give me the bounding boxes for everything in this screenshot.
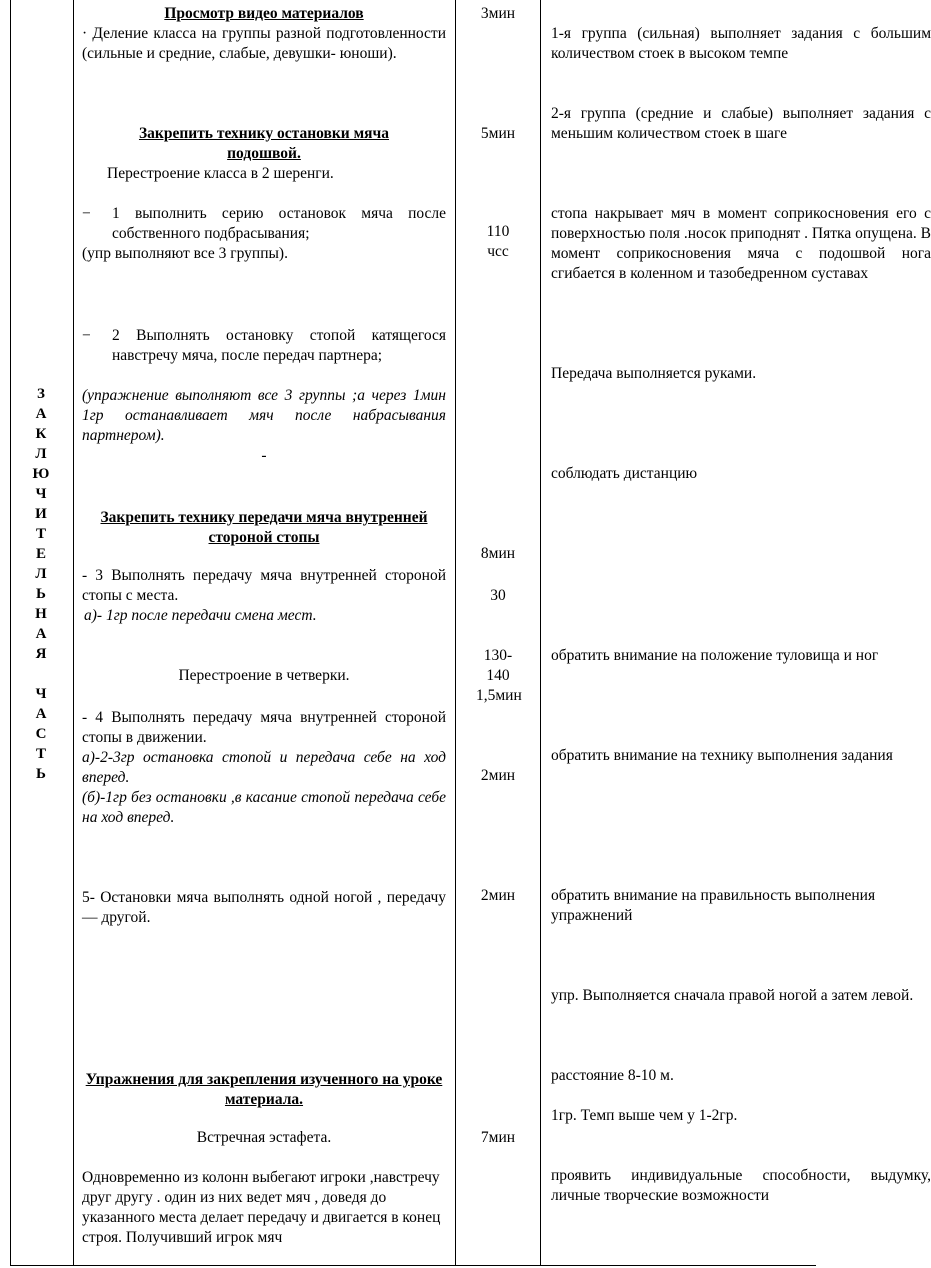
vertical-letter: А	[35, 706, 47, 722]
vertical-letter: Ч	[35, 486, 47, 502]
notes-column	[551, 0, 931, 1268]
paragraph-exercise-4: - 4 Выполнять передачу мяча внутренней стороной стопы в движении.	[82, 709, 446, 746]
list-marker: −	[82, 205, 91, 222]
vertical-letter: З	[37, 386, 45, 402]
vertical-letter	[10, 664, 72, 684]
dosage-2: 5мин	[480, 125, 516, 142]
note-hand-pass: Передача выполняется руками.	[551, 365, 757, 382]
paragraph-exercise-5: 5- Остановки мяча выполнять одной ногой , передачу — другой.	[82, 889, 446, 926]
column-divider-2	[455, 0, 456, 1266]
paragraph-formation-4: Перестроение в четверки.	[178, 667, 350, 684]
vertical-letter: Ь	[36, 766, 46, 782]
vertical-letter: Ю	[32, 466, 50, 482]
paragraph-exercise-3a: а)- 1гр после передачи смена мест.	[84, 607, 317, 624]
note-technique: обратить внимание на технику выполнения задания	[551, 747, 893, 764]
note-weak-group: 2-я группа (средние и слабые) выполняет задания с меньшим количеством стоек в шаге	[551, 105, 931, 142]
vertical-letter: Е	[35, 546, 46, 562]
paragraph-formation-2: Перестроение класса в 2 шеренги.	[107, 165, 334, 182]
note-creativity: проявить индивидуальные способности, выдумку, личные творческие возможности	[551, 1167, 931, 1204]
vertical-letter: Н	[35, 606, 47, 622]
note-correctness: обратить внимание на правильность выполнения упражнений	[551, 887, 876, 924]
paragraph-relay-description: Одновременно из колонн выбегают игроки ,навстречу друг другу . один из них ведет мяч , доведя до указанного места делает передачу и двигается в конец строя. Получивший игрок мяч	[82, 1169, 441, 1246]
dosage-9: 7мин	[480, 1129, 516, 1146]
vertical-letter: Ь	[36, 586, 46, 602]
list-item-text: 2 Выполнять остановку стопой катящегося навстречу мяча, после передач партнера;	[112, 327, 446, 364]
note-strong-group: 1-я группа (сильная) выполняет задания с большим количеством стоек в высоком темпе	[551, 25, 931, 62]
note-distance-meters: расстояние 8-10 м.	[551, 1067, 674, 1084]
dosage-5: 30	[490, 587, 506, 604]
vertical-letter: Я	[35, 646, 47, 662]
note-sole-technique: стопа накрывает мяч в момент соприкосновения его с поверхностью поля .носок приподнят . Пятка опущена. В момент соприкосновения мяча с подошвой нога сгибается в коленном и тазобедренном суставах	[551, 205, 931, 282]
vertical-letter: И	[35, 506, 47, 522]
dosage-4: 8мин	[480, 545, 516, 562]
paragraph-exercise-3: - 3 Выполнять передачу мяча внутренней стороной стопы с места.	[82, 567, 446, 604]
list-item-text: 1 выполнить серию остановок мяча после собственного подбрасывания;	[112, 205, 446, 242]
vertical-letter: А	[35, 626, 47, 642]
dosage-6: 130-140 1,5мин	[476, 647, 522, 704]
paragraph-exercise-4a: а)-2-3гр остановка стопой и передача себе на ход вперед.	[82, 749, 446, 786]
heading-consolidation-exercises: Упражнения для закрепления изученного на уроке материала.	[85, 1071, 443, 1108]
vertical-letter: С	[35, 726, 47, 742]
paragraph-exercise-note: (упражнение выполняют все 3 группы ;а через 1мин 1гр останавливает мяч после набрасывания партнером).	[82, 387, 446, 444]
list-item-1	[82, 204, 446, 244]
list-item-2	[82, 326, 446, 366]
paragraph-all-groups: (упр выполняют все 3 группы).	[82, 245, 288, 262]
vertical-letter: Ч	[35, 686, 47, 702]
dosage-8: 2мин	[480, 887, 516, 904]
dosage-3: 110 чсс	[486, 223, 510, 260]
column-divider-3	[540, 0, 541, 1266]
vertical-letter: Т	[35, 746, 46, 762]
section-vertical-label	[10, 384, 72, 784]
list-marker: −	[82, 327, 91, 344]
vertical-letter: Л	[35, 566, 47, 582]
note-body-position: обратить внимание на положение туловища и ног	[551, 647, 879, 664]
note-distance: соблюдать дистанцию	[551, 465, 698, 482]
heading-video-materials: Просмотр видео материалов	[164, 5, 364, 22]
note-tempo: 1гр. Темп выше чем у 1-2гр.	[551, 1107, 738, 1124]
paragraph-relay-title: Встречная эстафета.	[196, 1129, 332, 1146]
vertical-letter: К	[35, 426, 47, 442]
dosage-1: 3мин	[480, 5, 516, 22]
column-divider-1	[73, 0, 74, 1266]
vertical-letter: Т	[35, 526, 46, 542]
dosage-7: 2мин	[480, 767, 516, 784]
dash-separator: -	[261, 447, 267, 464]
vertical-letter: Л	[35, 446, 47, 462]
heading-sole-stop: Закрепить технику остановки мяча подошвой.	[138, 125, 390, 162]
vertical-letter: А	[35, 406, 47, 422]
heading-inner-foot-pass: Закрепить технику передачи мяча внутренней стороной стопы	[100, 509, 428, 546]
note-right-left-foot: упр. Выполняется сначала правой ногой а затем левой.	[551, 987, 914, 1004]
paragraph-group-division: · Деление класса на группы разной подготовленности (сильные и средние, слабые, девушки- юноши).	[82, 25, 446, 62]
paragraph-exercise-4b: (б)-1гр без остановки ,в касание стопой передача себе на ход вперед.	[82, 789, 446, 826]
